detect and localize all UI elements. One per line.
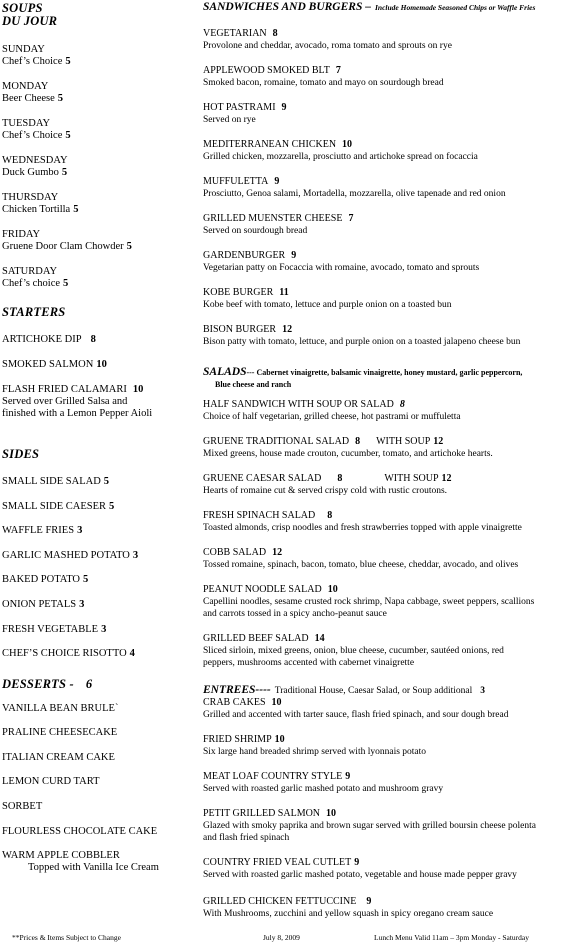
salad-item: COBB SALAD 12 Tossed romaine, spinach, bacon, tomato, blue cheese, cheddar, avocado, and olives [203, 547, 519, 570]
salad-item: GRUENE CAESAR SALAD 8 WITH SOUP 12 Hearts of romaine cut & served crispy cold with rustic croutons. [203, 473, 452, 496]
dessert-item: LEMON CURD TART [2, 776, 100, 787]
dessert-note: Topped with Vanilla Ice Cream [28, 862, 159, 873]
entree-item: FRIED SHRIMP 10 Six large hand breaded shrimp served with lyonnais potato [203, 734, 427, 757]
sandwich-item: KOBE BURGER 11 Kobe beef with tomato, lettuce and purple onion on a toasted bun [203, 287, 452, 310]
side-item: ONION PETALS 3 [2, 599, 85, 610]
salad-item: PEANUT NOODLE SALAD 10 Capellini noodles, sesame crusted rock shrimp, Napa cabbage, sweet peppers, scallions and carrots tossed in a spicy ancho-peanut sauce [203, 584, 535, 619]
salad-item: GRUENE TRADITIONAL SALAD 8 WITH SOUP 12 Mixed greens, house made crouton, cucumber, tomato, and artichoke hearts. [203, 436, 493, 459]
sandwich-item: MEDITERRANEAN CHICKEN 10 Grilled chicken, mozzarella, prosciutto and artichoke spread on focaccia [203, 139, 478, 162]
entree-item: PETIT GRILLED SALMON 10 Glazed with smoky paprika and brown sugar served with grilled boursin cheese polenta and flash fried spinach [203, 808, 536, 843]
sides-title: SIDES [2, 447, 40, 461]
sandwich-item: APPLEWOOD SMOKED BLT 7 Smoked bacon, romaine, tomato and mayo on sourdough bread [203, 65, 444, 88]
dessert-item: PRALINE CHEESECAKE [2, 727, 118, 738]
salad-item: HALF SANDWICH WITH SOUP OR SALAD 8 Choice of half vegetarian, grilled cheese, hot pastrami or muffuletta [203, 399, 461, 422]
sandwich-item: GRILLED MUENSTER CHEESE 7 Served on sourdough bread [203, 213, 354, 236]
entree-item: GRILLED CHICKEN FETTUCCINE 9 With Mushrooms, zucchini and yellow squash in spicy oregano cream sauce [203, 896, 494, 919]
side-item: BAKED POTATO 5 [2, 574, 89, 585]
dessert-item: ITALIAN CREAM CAKE [2, 752, 115, 763]
sandwich-item: BISON BURGER 12 Bison patty with tomato, lettuce, and purple onion on a toasted jalapeno cheese bun [203, 324, 521, 347]
entrees-title: ENTREES---- Traditional House, Caesar Salad, or Soup additional 3 [203, 684, 486, 696]
footer [0, 933, 580, 944]
soup-day: SUNDAY Chef’s Choice 5 [2, 44, 71, 67]
side-item: WAFFLE FRIES 3 [2, 525, 83, 536]
sandwich-item: HOT PASTRAMI 9 Served on rye [203, 102, 287, 125]
dessert-item: FLOURLESS CHOCOLATE CAKE [2, 826, 158, 837]
sandwich-item: MUFFULETTA 9 Prosciutto, Genoa salami, Mortadella, mozzarella, olive tapenade and red onion [203, 176, 506, 199]
entree-item: MEAT LOAF COUNTRY STYLE 9 Served with roasted garlic mashed potato and mushroom gravy [203, 771, 444, 794]
dessert-item: VANILLA BEAN BRULE` [2, 703, 119, 714]
footer-disclaimer: **Prices & Items Subject to Change [12, 933, 121, 942]
sandwiches-title: SANDWICHES AND BURGERS – Include Homemade Seasoned Chips or Waffle Fries [203, 1, 536, 13]
footer-date: July 8, 2009 [263, 933, 300, 942]
soup-day: SATURDAY Chef’s choice 5 [2, 266, 69, 289]
soups-title: SOUPS [2, 1, 43, 15]
salads-header: SALADS--- Cabernet vinaigrette, balsamic vinaigrette, honey mustard, garlic peppercorn, Blue cheese and ranch [203, 366, 523, 389]
entree-item: COUNTRY FRIED VEAL CUTLET 9 Served with roasted garlic mashed potato, vegetable and house made pepper gravy [203, 857, 517, 880]
sandwich-item: GARDENBURGER 9 Vegetarian patty on Focaccia with romaine, avocado, tomato and sprouts [203, 250, 480, 273]
starter-item: ARTICHOKE DIP 8 [2, 334, 96, 345]
side-item: SMALL SIDE SALAD 5 [2, 476, 110, 487]
soup-day: TUESDAY Chef’s Choice 5 [2, 118, 71, 141]
entree-item: CRAB CAKES 10 Grilled and accented with tarter sauce, flash fried spinach, and sour dough bread [203, 697, 509, 720]
starters-title: STARTERS [2, 305, 66, 319]
soups-title-2: DU JOUR [2, 14, 58, 28]
side-item: CHEF’S CHOICE RISOTTO 4 [2, 648, 135, 659]
starter-item: FLASH FRIED CALAMARI 10 Served over Grilled Salsa and finished with a Lemon Pepper Aioli [2, 384, 153, 419]
starter-item: SMOKED SALMON 10 [2, 359, 107, 370]
soup-day: FRIDAY Gruene Door Clam Chowder 5 [2, 229, 132, 252]
dessert-item: WARM APPLE COBBLER [2, 850, 120, 861]
side-item: SMALL SIDE CAESER 5 [2, 501, 115, 512]
sandwich-item: VEGETARIAN 8 Provolone and cheddar, avocado, roma tomato and sprouts on rye [203, 28, 452, 51]
salad-item: GRILLED BEEF SALAD 14 Sliced sirloin, mixed greens, onion, blue cheese, cucumber, sautéed onions, red peppers, mushrooms accented with cabernet vinaigrette [203, 633, 504, 668]
side-item: FRESH VEGETABLE 3 [2, 624, 107, 635]
salad-item: FRESH SPINACH SALAD 8 Toasted almonds, crisp noodles and fresh strawberries topped with apple vinaigrette [203, 510, 522, 533]
desserts-title: DESSERTS - 6 [2, 677, 93, 691]
soup-day: WEDNESDAY Duck Gumbo 5 [2, 155, 68, 178]
soup-day: MONDAY Beer Cheese 5 [2, 81, 64, 104]
footer-validity: Lunch Menu Valid 11am – 3pm Monday - Saturday [374, 933, 529, 942]
side-item: GARLIC MASHED POTATO 3 [2, 550, 139, 561]
soup-day: THURSDAY Chicken Tortilla 5 [2, 192, 79, 215]
dessert-item: SORBET [2, 801, 43, 812]
